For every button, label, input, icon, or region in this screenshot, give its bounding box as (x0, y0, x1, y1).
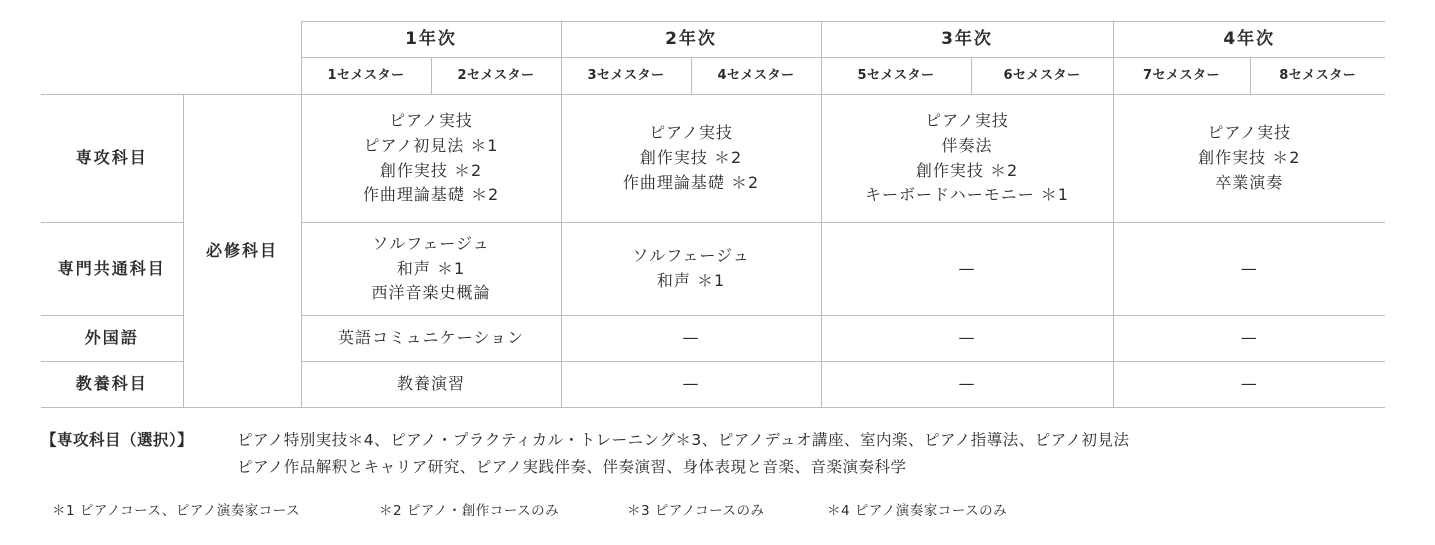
year-header-row (41, 22, 1385, 58)
semester-header: 6セメスター (971, 58, 1113, 95)
semester-header: 3セメスター (561, 58, 691, 95)
corner-cell (41, 22, 301, 95)
course-name: ピアノ実技 (389, 110, 473, 130)
course-cell (821, 362, 1113, 408)
course-name: 和声 ＊1 (656, 271, 726, 290)
course-cell (821, 223, 1113, 316)
semester-header: 8セメスター (1250, 58, 1385, 95)
course-name: — (1240, 328, 1258, 348)
course-cell (1113, 95, 1385, 223)
course-name: 創作実技 ＊2 (1198, 148, 1301, 168)
course-name: ソルフェージュ (372, 233, 490, 253)
elective-notes (41, 427, 1130, 481)
year-header-4: 4年次 (1113, 22, 1385, 58)
semester-header: 4セメスター (691, 58, 821, 95)
course-cell (1113, 316, 1385, 362)
course-name: — (1240, 258, 1258, 278)
course-name: ピアノ初見法 ＊1 (363, 135, 499, 155)
category-label: 専攻科目 (41, 95, 183, 223)
year-header-1: 1年次 (301, 22, 561, 58)
course-name: 作曲理論基礎 ＊2 (622, 172, 760, 192)
course-name: 創作実技 ＊2 (379, 160, 483, 180)
course-name: 和声 ＊1 (396, 258, 466, 278)
course-name: 西洋音楽史概論 (371, 283, 491, 303)
elective-row-1 (41, 427, 1130, 454)
semester-header: 5セメスター (821, 58, 971, 95)
category-label: 外国語 (41, 316, 183, 362)
course-cell (1113, 362, 1385, 408)
course-name: ピアノ実技 (649, 123, 733, 143)
footnote: ＊4 ピアノ演奏家コースのみ (827, 503, 1008, 519)
course-cell (301, 362, 561, 408)
course-name: 創作実技 ＊2 (639, 148, 743, 168)
course-name: 作曲理論基礎 ＊2 (362, 185, 500, 205)
course-cell (301, 95, 561, 223)
curriculum-table (41, 21, 1385, 408)
course-cell (561, 362, 821, 408)
course-cell (1113, 223, 1385, 316)
required-label: 必修科目 (183, 95, 301, 408)
footnotes (52, 499, 1007, 519)
course-name: — (682, 328, 700, 348)
course-name: 卒業演奏 (1215, 172, 1284, 192)
course-name: — (682, 374, 700, 394)
elective-label-spacer (41, 454, 237, 481)
course-name: ピアノ実技 (925, 110, 1009, 130)
course-name: 英語コミュニケーション (337, 328, 525, 348)
course-cell (561, 223, 821, 316)
course-cell (561, 316, 821, 362)
course-cell (301, 316, 561, 362)
course-name: — (958, 328, 976, 348)
course-name: ソルフェージュ (632, 246, 750, 266)
elective-row-2 (41, 454, 1130, 481)
course-cell (821, 95, 1113, 223)
elective-label: 【専攻科目（選択）】 (41, 431, 194, 449)
year-header-2: 2年次 (561, 22, 821, 58)
course-cell (561, 95, 821, 223)
course-name: ピアノ実技 (1207, 123, 1292, 143)
footnote: ＊2 ピアノ・創作コースのみ (379, 503, 560, 519)
course-cell (301, 223, 561, 316)
elective-list-line-2: ピアノ作品解釈とキャリア研究、ピアノ実践伴奏、伴奏演習、身体表現と音楽、音楽演奏科学 (237, 458, 907, 476)
category-label: 専門共通科目 (41, 223, 183, 316)
category-label: 教養科目 (41, 362, 183, 408)
course-name: 伴奏法 (941, 135, 993, 155)
elective-list-line-1: ピアノ特別実技＊4、ピアノ・プラクティカル・トレーニング＊3、ピアノデュオ講座、室内楽、ピアノ指導法、ピアノ初見法 (237, 431, 1130, 449)
course-name: — (958, 374, 976, 394)
semester-header: 1セメスター (301, 58, 431, 95)
course-name: 創作実技 ＊2 (915, 160, 1019, 180)
course-cell (821, 316, 1113, 362)
semester-header: 7セメスター (1113, 58, 1250, 95)
course-name: — (958, 258, 976, 278)
year-header-3: 3年次 (821, 22, 1113, 58)
semester-header: 2セメスター (431, 58, 561, 95)
table-row (41, 95, 1385, 223)
course-name: キーボードハーモニー ＊1 (865, 185, 1069, 205)
course-name: 教養演習 (396, 374, 465, 394)
footnote: ＊3 ピアノコースのみ (627, 503, 765, 519)
footnote: ＊1 ピアノコース、ピアノ演奏家コース (52, 503, 301, 519)
course-name: — (1240, 374, 1258, 394)
